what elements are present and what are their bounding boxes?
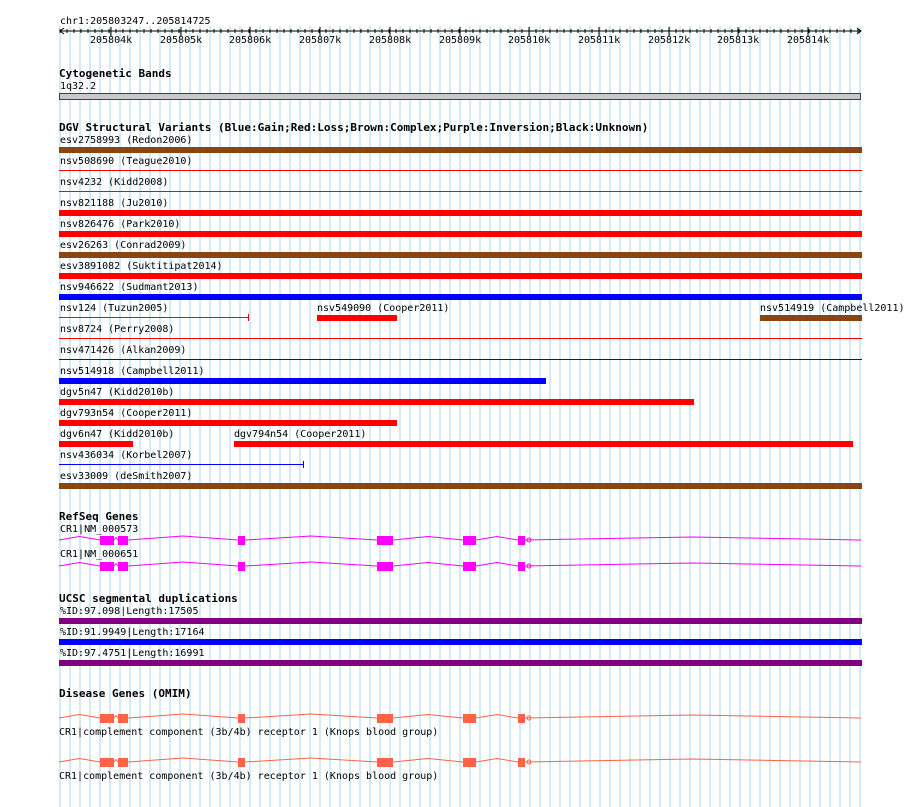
- ruler-tick-label: 205807k: [299, 35, 342, 46]
- segdup-feature[interactable]: [59, 660, 862, 666]
- omim-title: Disease Genes (OMIM): [59, 687, 192, 700]
- dgv-label: nsv549090 (Cooper2011): [317, 303, 450, 314]
- refseq-title: RefSeq Genes: [59, 510, 139, 523]
- dgv-feature[interactable]: [59, 317, 249, 318]
- exon-box: [518, 758, 525, 767]
- dgv-label: dgv6n47 (Kidd2010b): [60, 429, 175, 440]
- exon-box: [118, 714, 128, 723]
- exon-box: [463, 758, 476, 767]
- dgv-feature[interactable]: [317, 315, 397, 321]
- exon-box: [463, 562, 476, 571]
- dgv-feature[interactable]: [234, 441, 853, 447]
- refseq-gene-model[interactable]: [0, 558, 890, 574]
- dgv-feature[interactable]: [59, 191, 862, 192]
- exon-box: [118, 562, 128, 571]
- dgv-label: dgv793n54 (Cooper2011): [60, 408, 193, 419]
- dgv-title: DGV Structural Variants (Blue:Gain;Red:Loss;Brown:Complex;Purple:Inversion;Black:Unknown): [59, 121, 649, 134]
- intron-line: [59, 562, 861, 566]
- ruler-tick-label: 205812k: [648, 35, 691, 46]
- dgv-label: nsv826476 (Park2010): [60, 219, 181, 230]
- dgv-feature[interactable]: [59, 147, 862, 153]
- segdup-label: %ID:91.9949|Length:17164: [60, 627, 205, 638]
- ruler-tick-label: 205811k: [578, 35, 621, 46]
- exon-box: [377, 562, 393, 571]
- dgv-label: nsv514919 (Campbell2011): [760, 303, 905, 314]
- exon-box: [463, 536, 476, 545]
- exon-box: [100, 536, 114, 545]
- dgv-feature[interactable]: [59, 399, 694, 405]
- dgv-feature-end: [303, 461, 304, 468]
- dgv-feature[interactable]: [59, 170, 862, 171]
- dgv-feature[interactable]: [59, 359, 862, 360]
- omim-gene-model[interactable]: [0, 754, 890, 770]
- segdup-feature[interactable]: [59, 618, 862, 624]
- dgv-feature[interactable]: [59, 441, 133, 447]
- dgv-feature[interactable]: [59, 464, 304, 465]
- dgv-label: dgv794n54 (Cooper2011): [234, 429, 367, 440]
- exon-box: [377, 714, 393, 723]
- cyto-title: Cytogenetic Bands: [59, 67, 172, 80]
- exon-box: [518, 536, 525, 545]
- ruler-tick-label: 205805k: [160, 35, 203, 46]
- dgv-feature[interactable]: [59, 273, 862, 279]
- dgv-label: esv2758993 (Redon2006): [60, 135, 193, 146]
- exon-box: [463, 714, 476, 723]
- intron-line: [59, 536, 861, 540]
- dgv-feature-end: [248, 314, 249, 321]
- intron-line: [59, 758, 861, 762]
- dgv-label: nsv124 (Tuzun2005): [60, 303, 169, 314]
- dgv-label: esv26263 (Conrad2009): [60, 240, 187, 251]
- ruler-tick-label: 205804k: [90, 35, 133, 46]
- ruler-tick-label: 205814k: [787, 35, 830, 46]
- ruler-tick-label: 205806k: [229, 35, 272, 46]
- dgv-feature[interactable]: [760, 315, 862, 321]
- refseq-gene-label: CR1|NM_000573: [60, 524, 139, 535]
- dgv-feature[interactable]: [59, 210, 862, 216]
- dgv-label: nsv4232 (Kidd2008): [60, 177, 169, 188]
- exon-box: [377, 758, 393, 767]
- segdup-label: %ID:97.4751|Length:16991: [60, 648, 205, 659]
- exon-box: [100, 714, 114, 723]
- refseq-gene-label: CR1|NM_000651: [60, 549, 139, 560]
- exon-box: [118, 536, 128, 545]
- dgv-label: nsv471426 (Alkan2009): [60, 345, 187, 356]
- ruler-tick-label: 205810k: [508, 35, 551, 46]
- dgv-label: dgv5n47 (Kidd2010b): [60, 387, 175, 398]
- dgv-label: nsv436034 (Korbel2007): [60, 450, 193, 461]
- segdup-title: UCSC segmental duplications: [59, 592, 238, 605]
- dgv-label: nsv514918 (Campbell2011): [60, 366, 205, 377]
- ruler-tick-label: 205813k: [717, 35, 760, 46]
- dgv-label: nsv508690 (Teague2010): [60, 156, 193, 167]
- dgv-feature[interactable]: [59, 378, 546, 384]
- ruler-tick-label: 205809k: [439, 35, 482, 46]
- ruler-tick-label: 205808k: [369, 35, 412, 46]
- exon-box: [238, 714, 245, 723]
- dgv-feature[interactable]: [59, 231, 862, 237]
- omim-gene-label: CR1|complement component (3b/4b) receptor 1 (Knops blood group): [59, 727, 439, 738]
- dgv-label: nsv821188 (Ju2010): [60, 198, 169, 209]
- exon-box: [238, 758, 245, 767]
- exon-box: [518, 714, 525, 723]
- intron-line: [59, 714, 861, 718]
- dgv-label: nsv8724 (Perry2008): [60, 324, 175, 335]
- dgv-feature[interactable]: [59, 483, 862, 489]
- dgv-feature[interactable]: [59, 420, 397, 426]
- exon-box: [100, 562, 114, 571]
- dgv-feature[interactable]: [59, 252, 862, 258]
- dgv-label: nsv946622 (Sudmant2013): [60, 282, 199, 293]
- dgv-feature[interactable]: [59, 294, 862, 300]
- exon-box: [100, 758, 114, 767]
- segdup-feature[interactable]: [59, 639, 862, 645]
- exon-box: [377, 536, 393, 545]
- cyto-band-bar[interactable]: [59, 93, 861, 100]
- location-label: chr1:205803247..205814725: [60, 16, 211, 27]
- dgv-label: esv3891082 (Suktitipat2014): [60, 261, 223, 272]
- omim-gene-model[interactable]: [0, 710, 890, 726]
- exon-box: [118, 758, 128, 767]
- dgv-feature[interactable]: [59, 338, 862, 339]
- cyto-band-label: 1q32.2: [60, 81, 97, 92]
- exon-box: [518, 562, 525, 571]
- segdup-label: %ID:97.098|Length:17505: [60, 606, 199, 617]
- omim-gene-label: CR1|complement component (3b/4b) receptor 1 (Knops blood group): [59, 771, 439, 782]
- exon-box: [238, 536, 245, 545]
- exon-box: [238, 562, 245, 571]
- dgv-label: esv33009 (deSmith2007): [60, 471, 193, 482]
